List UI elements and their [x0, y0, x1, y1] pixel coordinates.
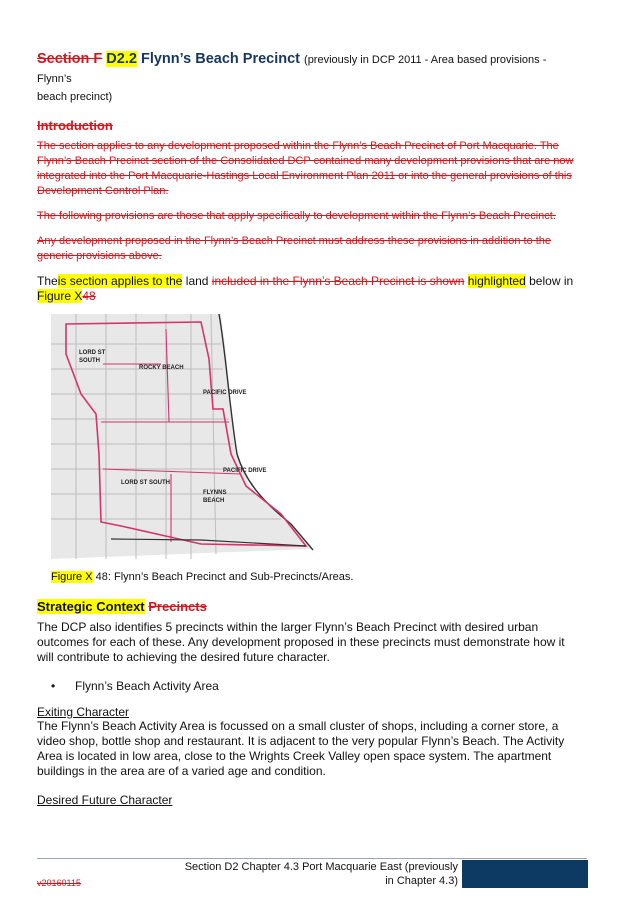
section-title: Flynn’s Beach Precinct	[140, 51, 300, 67]
applies-text-highlight: is section applies to the	[57, 274, 183, 288]
footer-divider	[37, 858, 587, 859]
applies-paragraph	[37, 274, 582, 304]
map-label-rocky-beach: ROCKY BEACH	[139, 365, 184, 371]
figure-caption	[51, 571, 582, 583]
map-label-flynns: FLYNNS	[203, 490, 227, 496]
figure-reference-deleted: 48	[82, 289, 96, 303]
applies-text-1: The	[37, 274, 58, 288]
section-number: D2.2	[106, 51, 137, 67]
deleted-section-prefix: Section F	[37, 51, 103, 67]
map-label-beach: BEACH	[203, 498, 225, 504]
map-label-lord-st-south-2: SOUTH	[79, 358, 100, 364]
existing-character-heading: Exiting Character	[37, 705, 130, 719]
desired-character-heading: Desired Future Character	[37, 793, 173, 807]
map-label-pacific-drive-2: PACIFIC DRIVE	[223, 468, 267, 474]
section-note: (previously in DCP 2011 - Area based provisions - Flynn’s	[37, 54, 547, 85]
footer-text	[158, 860, 458, 888]
strategic-heading	[37, 599, 582, 614]
precinct-map-svg	[51, 314, 351, 559]
strategic-paragraph: The DCP also identifies 5 precincts within the larger Flynn’s Beach Precinct with desired urban outcomes for each of these. Any development proposed in these precincts must demonstrate how it will contribute to achieving the desired future character.	[37, 620, 565, 664]
bullet-symbol: •	[51, 679, 56, 693]
intro-paragraph-2: The following provisions are those that apply specifically to development within the Flynn’s Beach Precinct.	[37, 210, 556, 222]
section-note-continued: beach precinct)	[37, 91, 113, 103]
bullet-text: Flynn’s Beach Activity Area	[75, 679, 219, 693]
list-item	[51, 679, 582, 693]
map-label-lord-st-south-1: LORD ST	[79, 350, 106, 356]
document-page	[37, 50, 582, 807]
footer-line-2: in Chapter 4.3)	[385, 875, 458, 887]
applies-text-7: below in	[525, 274, 574, 288]
precinct-map	[51, 314, 351, 559]
intro-paragraph-1: The section applies to any development proposed within the Flynn’s Beach Precinct of Port Macquarie. The Flynn’s Beach Precinct section of the Consolidated DCP contained many development provisions that are now integrated into the Port Macquarie-Hastings Local Environment Plan 2011 or into the general provisions of this Development Control Plan.	[37, 140, 574, 197]
caption-figure-ref: Figure X	[51, 571, 93, 583]
map-label-lord-st-south-lower: LORD ST SOUTH	[121, 480, 170, 486]
intro-paragraph-3: Any development proposed in the Flynn’s Beach Precinct must address these provisions in addition to the generic provisions above.	[37, 235, 552, 262]
footer-color-block	[462, 860, 588, 888]
applies-highlighted-word: highlighted	[467, 274, 526, 288]
applies-text-deleted: included in the Flynn’s Beach Precinct is shown	[211, 274, 465, 288]
strategic-heading-deleted: Precincts	[148, 599, 207, 614]
footer-version: v20160115	[37, 878, 81, 888]
intro-heading: Introduction	[37, 118, 113, 133]
map-label-pacific-drive-1: PACIFIC DRIVE	[203, 390, 247, 396]
page-title	[37, 50, 582, 106]
caption-text: 48: Flynn’s Beach Precinct and Sub-Precincts/Areas.	[92, 571, 354, 583]
footer-line-1: Section D2 Chapter 4.3 Port Macquarie East (previously	[184, 861, 458, 873]
strategic-heading-text: Strategic Context	[37, 599, 145, 614]
existing-character-paragraph: The Flynn’s Beach Activity Area is focussed on a small cluster of shops, including a corner store, a video shop, bottle shop and restaurant. It is adjacent to the very popular Flynn’s Beach. The Activity Area is located in low area, close to the Wrights Creek Valley open space system. The apartment buildings in the area are of a varied age and condition.	[37, 719, 565, 778]
applies-text-3: land	[182, 274, 212, 288]
figure-reference: Figure X	[37, 289, 83, 303]
